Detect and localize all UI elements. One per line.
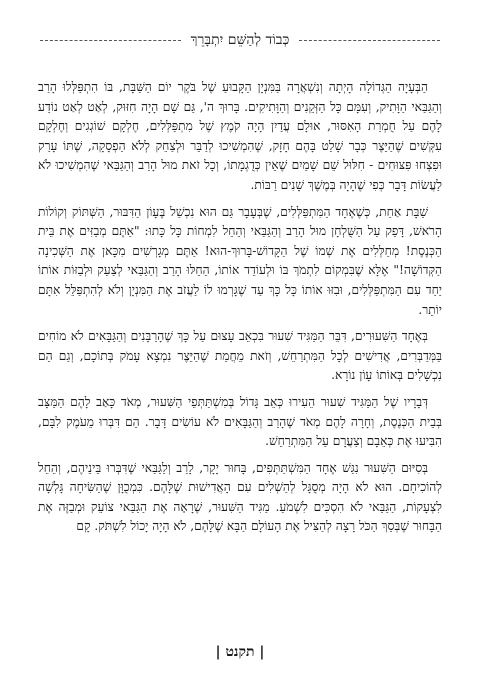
- paragraph: הַבְּעָיָה הַגְּדוֹלָה הָיְתָה וְנִשְׁאֲרָה בַּמִּנְיָן הַקָּבוּעַ שֶׁל בֹּקֶר יוֹם הַשַּׁבָּת, בּוֹ הִתְפַּלְּלוּ הָרַב וְהַגַּבַּאי הַוָּתִיק, וְעִמָּם כָּל הַזְּקֵנִים וְהַוָּתִיקִים. בָּרוּךְ ה', גַּם שָׁם הָיָה חִזּוּק, לְאַט לְאַט נוֹדַע לָהֶם עַל חֻמְרַת הָאִסּוּר, אוּלָם עֲדַיִן הָיָה קֹמֶץ שֶׁל מִתְפַּלְּלִים, חֶלְקָם שׁוֹגְגִים וְחֶלְקָם עִקְּשִׁים שֶׁהַיֵּצֶר כְּבָר שָׁלַט בָּהֶם חָזָק, שֶׁהִמְשִׁיכוּ לְדַבֵּר וּלְצַחֵק לְלֹא הַפְסָקָה, שֶׁתּוֹ עָרַק וּפִצְחוּ פִּצּוּחִים - חִלּוּל שֵׁם שָׁמַיִם שֶׁאֵין כְּדֻגְמָתוֹ, וְכָל זֹאת מוּל הָרַב וְהַגַּבַּאי שֶׁהִמְשִׁיכוּ לֹא לַעֲשׂוֹת דָּבָר כְּפִי שֶׁהָיָה בְּמֶשֶׁךְ שָׁנִים רַבּוֹת.: [38, 80, 442, 192]
- header-rule-left: [40, 40, 181, 41]
- paragraph: דְּבָרָיו שֶׁל הַמַּגִּיד שִׁעוּר הֵעִירוּ כְּאֵב גָּדוֹל בְּמִשְׁתַּתְּפֵי הַשִּׁעוּר, מְאֹד כָּאַב לָהֶם הַמַּצָּב בְּבֵית הַכְּנֶסֶת, וְחָרָה לָהֶם מְאֹד שֶׁהָרַב וְהַגַּבָּאִים לֹא עוֹשִׂים דָּבָר. הֵם דִּבְּרוּ מֵעֹמֶק לִבָּם, הִבִּיעוּ אֶת כְּאֵבָם וְצַעֲרָם עַל הַמִּתְרַחֵשׁ.: [38, 394, 442, 449]
- header-rule-right: [299, 40, 440, 41]
- paragraph: בְּאֶחָד הַשִּׁעוּרִים, דִּבֵּר הַמַּגִּיד שִׁעוּר בִּכְאֵב עָצוּם עַל כָּךְ שֶׁהָרַבָּנִים וְהַגַּבָּאִים לֹא מוֹחִים בַּמְּדַבְּרִים, אֲדִישִׁים לְכָל הַמִּתְרַחֵשׁ, וְזֹאת מֵחֲמַת שֶׁהַיֵּצֶר נִמְצָא עָמֹק בְּתוֹכָם, וְגַם הֵם נִכְשָׁלִים בְּאוֹתוֹ עָוֹן נוֹרָא.: [38, 329, 442, 383]
- paragraph: שַׁבָּת אַחַת, כְּשֶׁאֶחָד הַמִּתְפַּלְּלִים, שֶׁבְּעָבָר גַּם הוּא נִכְשַׁל בֶּעָוֹן הַדִּבּוּר, הַשְּׁתּוֹק וְקוֹלוֹת הָרֹאשׁ, דָּפַק עַל הַשֻּׁלְחָן מוּל הָרַב וְהַגַּבַּאי וְהֵחֵל לִמְחוֹת כָּל כָּתוּ: "אַתֶּם מְבַזִּים אֶת בֵּית הַכְּנֶסֶת! מְחַלְּלִים אֶת שְׁמוֹ שֶׁל הַקָּדוֹשׁ-בָּרוּךְ-הוּא! אַתֶּם מְגָרְשִׁים מִכָּאן אֶת הַשְּׁכִינָה הַקְּדוֹשָׁה!" אֶלָּא שֶׁבִּמְקוֹם לִתְמֹךְ בּוֹ וּלְעוֹדֵד אוֹתוֹ, הֵחֵלּוּ הָרַב וְהַגַּבַּאי לְצַעֵק וּלְבַזּוֹת אוֹתוֹ יַחַד עִם הַמִּתְפַּלְּלִים, וּבִזּוּ אוֹתוֹ כָּל כָּךְ עַד שֶׁגָּרְמוּ לוֹ לַעֲזֹב אֶת הַמִּנְיָן וְלֹא לְהִתְפַּלֵּל אִתָּם יוֹתֵר.: [38, 204, 442, 317]
- header-title: כְּבוֹד לְהַשֵּׁם יִתְבָּרֵךְ: [190, 31, 290, 48]
- paragraph: בְּסִיּוּם הַשִּׁעוּר נִגַּשׁ אֶחָד הַמִּשְׁתַּתְּפִים, בָּחוּר יָקָר, לָרַב וְלַגַּבַּאי שֶׁדִּבְּרוּ בֵּינֵיהֶם, וְהֵחֵל לְהוֹכִיחָם. הוּא לֹא הָיָה מְסֻגָּל לְהַשְׁלִים עִם הָאֲדִישׁוּת שֶׁלָּהֶם. כִּמְכֻוָּן שֶׁהַשִּׂיחָה גָּלְשָׁה לִצְעָקוֹת, הַגַּבַּאי לֹא הִסְכִּים לִשְׁמֹעַ. מַגִּיד הַשִּׁעוּר, שֶׁרָאָה אֶת הַגַּבַּאי צוֹעֵק וּמְבַזֶּה אֶת הַבָּחוּר שֶׁבְּסַךְ הַכֹּל רָצָה לְהַצִּיל אֶת הָעוֹלָם הַבָּא שֶׁלָּהֶם, לֹא הָיָה יָכוֹל לִשְׁתֹּק. קָם: [38, 460, 442, 534]
- running-header: [40, 30, 440, 50]
- body-text: [38, 78, 442, 544]
- page-number: | תקנט |: [215, 644, 265, 660]
